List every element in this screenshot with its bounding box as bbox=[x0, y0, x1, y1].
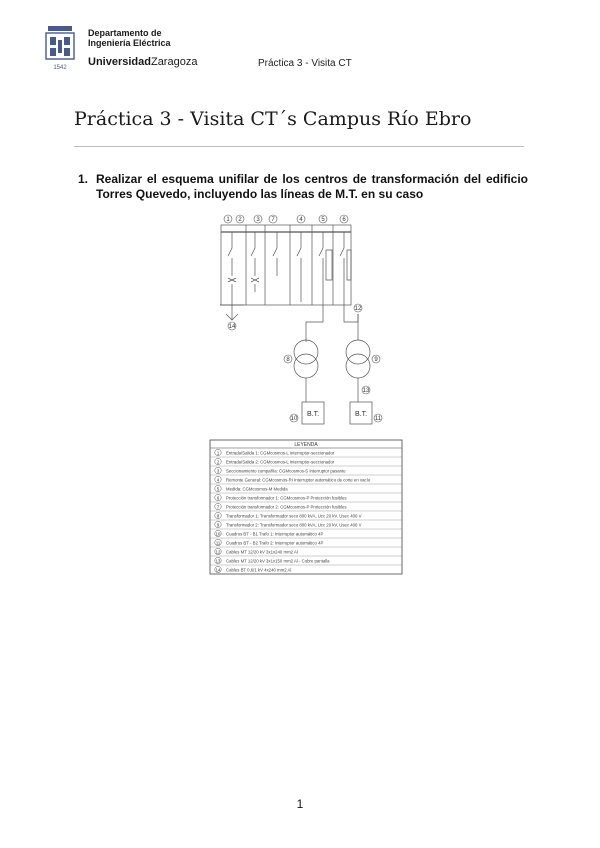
university-crest-logo bbox=[44, 26, 76, 72]
legend-row-text: Remonte General: CGMcosmos-RI Interruptor automático de corte en vacío bbox=[226, 477, 371, 483]
legend-title: LEYENDA bbox=[294, 442, 318, 448]
legend-row-number: 1 bbox=[216, 450, 220, 456]
legend-row-text: Cuadros BT - B1 Trafo 1: Interruptor automático 4P bbox=[226, 531, 324, 537]
callout-left-arrow: 14 bbox=[228, 324, 236, 330]
cell-number-7: 7 bbox=[271, 217, 275, 223]
bt-left-label: B.T. bbox=[306, 411, 320, 418]
legend-row-number: 10 bbox=[215, 531, 221, 537]
cell-number-6: 6 bbox=[342, 217, 346, 223]
university-name-bold: Universidad bbox=[88, 56, 151, 68]
legend-row-text: Cables BT 0,6/1 kV 4x240 mm2 Al bbox=[226, 567, 292, 573]
legend-row-text: Cuadros BT - B2 Trafo 2: Interruptor automático 4P bbox=[226, 540, 324, 546]
transformer-2-label: 9 bbox=[374, 357, 378, 363]
legend-row-text: Entrada/Salida 2: CGMcosmos-L Interruptor-seccionador bbox=[226, 459, 335, 465]
callout-cable-upper: 12 bbox=[354, 306, 362, 312]
cell-number-2: 2 bbox=[238, 217, 242, 223]
cell-number-3: 3 bbox=[256, 217, 260, 223]
university-name-regular: Zaragoza bbox=[150, 56, 198, 68]
legend-row-text: Protección transformador 2: CGMcosmos-P Protección fusibles bbox=[226, 504, 347, 510]
bt-right-callout: 11 bbox=[374, 416, 382, 422]
legend-row-number: 4 bbox=[216, 477, 220, 483]
single-line-diagram bbox=[208, 210, 404, 580]
legend-table bbox=[210, 440, 402, 574]
legend-row-text: Transformador 2: Transformador seco 800 kVA, Ucc 20 kV, Usec 400 V bbox=[226, 522, 362, 528]
page-number: 1 bbox=[296, 797, 304, 811]
department-line-1: Departamento de bbox=[88, 28, 162, 38]
legend-row-text: Medida: CGMcosmos-M Medida bbox=[226, 486, 288, 492]
university-name bbox=[88, 56, 197, 68]
bt-right-label: B.T. bbox=[354, 411, 368, 418]
question-number: 1. bbox=[78, 172, 89, 186]
legend-row-text: Seccionamiento compañía: CGMcosmos-S Interruptor pasante bbox=[226, 468, 346, 474]
bt-left-callout: 10 bbox=[290, 416, 298, 422]
legend-row-number: 2 bbox=[216, 459, 220, 465]
document-title: Práctica 3 - Visita CT´s Campus Río Ebro bbox=[74, 108, 472, 130]
legend-row-number: 5 bbox=[216, 486, 220, 492]
legend-row-number: 8 bbox=[216, 513, 220, 519]
question-text: Realizar el esquema unifilar de los centros de transformación del edificio Torres Quevedo, incluyendo las líneas de M.T. en su caso bbox=[96, 172, 528, 201]
legend-row-number: 11 bbox=[215, 540, 221, 546]
cell-number-5: 5 bbox=[321, 217, 325, 223]
callout-cable-lower: 13 bbox=[362, 388, 370, 394]
cell-number-1: 1 bbox=[226, 217, 230, 223]
legend-row-text: Cables MT 12/20 kV 3x1x150 mm2 Al - Cobre pantalla bbox=[226, 558, 330, 564]
page-header bbox=[44, 26, 564, 76]
department-line-2: Ingeniería Eléctrica bbox=[88, 38, 171, 48]
legend-row-text: Cables MT 12/20 kV 3x1x240 mm2 Al bbox=[226, 549, 298, 555]
legend-row-number: 6 bbox=[216, 495, 220, 501]
running-title: Práctica 3 - Visita CT bbox=[258, 58, 352, 69]
switchgear-outline bbox=[221, 225, 351, 305]
legend-row-number: 7 bbox=[216, 504, 220, 510]
legend-row-number: 13 bbox=[215, 558, 221, 564]
transformer-1-label: 8 bbox=[286, 357, 290, 363]
legend-row-number: 12 bbox=[215, 549, 221, 555]
cell-number-4: 4 bbox=[299, 217, 303, 223]
title-divider bbox=[74, 146, 524, 147]
legend-row-text: Entrada/Salida 1: CGMcosmos-L Interruptor-seccionador bbox=[226, 450, 335, 456]
legend-row-number: 9 bbox=[216, 522, 220, 528]
legend-row-number: 14 bbox=[215, 567, 221, 573]
logo-year-text: 1542 bbox=[53, 65, 67, 71]
legend-row-text: Protección transformador 1: CGMcosmos-P Protección fusibles bbox=[226, 495, 347, 501]
legend-row-number: 3 bbox=[216, 468, 220, 474]
department-name bbox=[88, 28, 171, 48]
legend-row-text: Transformador 1: Transformador seco 800 kVA, Ucc 20 kV, Usec 400 V bbox=[226, 513, 362, 519]
